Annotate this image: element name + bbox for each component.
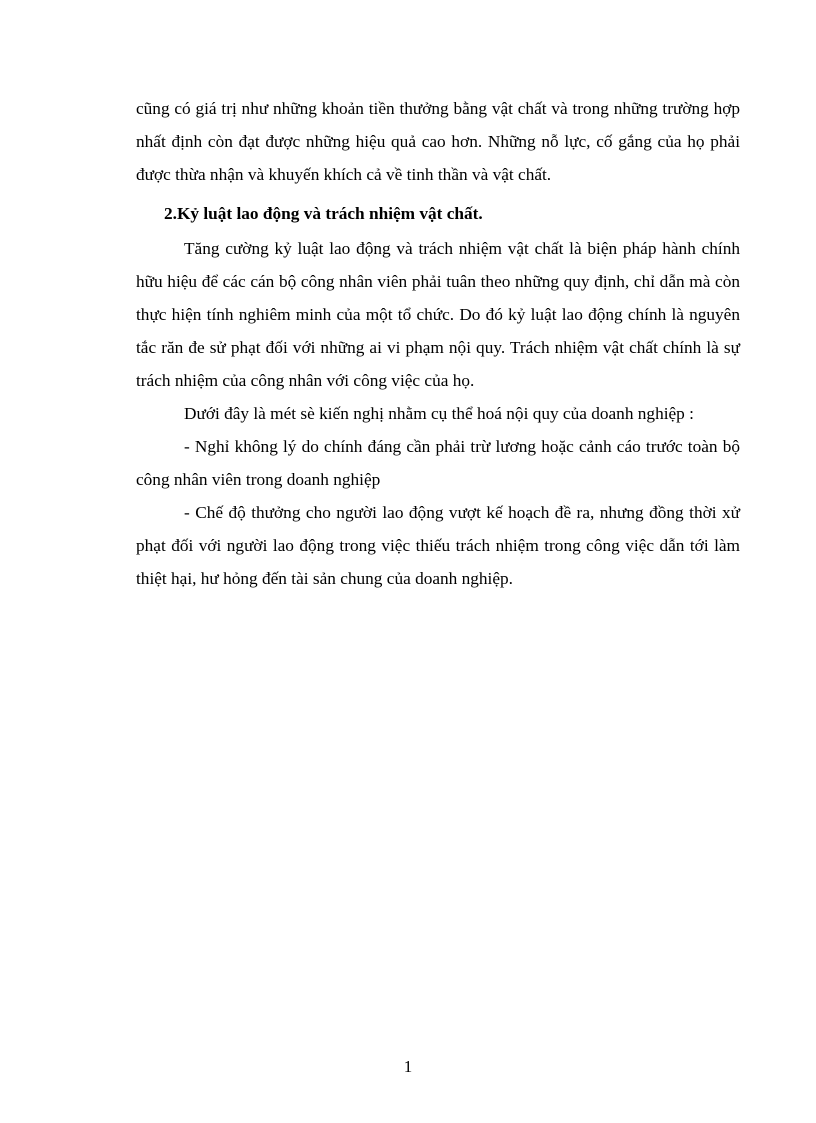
section-heading: 2.Kỷ luật lao động và trách nhiệm vật chất. [164,204,483,223]
paragraph-recommendations-intro: Dưới đây là mét sè kiến nghị nhằm cụ thể hoá nội quy của doanh nghiệp : [184,404,694,423]
paragraph-continuation: cũng có giá trị như những khoản tiền thưởng bằng vật chất và trong những trường hợp nhất định còn đạt được những hiệu quả cao hơn. Những nỗ lực, cố gắng của họ phải được thừa nhận và khuyến khích cả về tinh thần và vật chất. [136,99,740,184]
list-item-absence: - Nghỉ không lý do chính đáng cần phải trừ lương hoặc cảnh cáo trước toàn bộ công nhân viên trong doanh nghiệp [136,437,740,489]
list-item-reward-policy: - Chế độ thưởng cho người lao động vượt kế hoạch đề ra, nhưng đồng thời xử phạt đối với người lao động trong việc thiếu trách nhiệm trong công việc dẫn tới làm thiệt hại, hư hỏng đến tài sản chung của doanh nghiệp. [136,503,740,588]
document-body [136,92,740,595]
page-number: 1 [403,1057,413,1076]
paragraph-discipline: Tăng cường kỷ luật lao động và trách nhiệm vật chất là biện pháp hành chính hữu hiệu để các cán bộ công nhân viên phải tuân theo những quy định, chỉ dẫn mà còn thực hiện tính nghiêm minh của một tổ chức. Do đó kỷ luật lao động chính là nguyên tắc răn đe sử phạt đối với những ai vi phạm nội quy. Trách nhiệm vật chất chính là sự trách nhiệm của công nhân với công việc của họ. [136,239,740,390]
